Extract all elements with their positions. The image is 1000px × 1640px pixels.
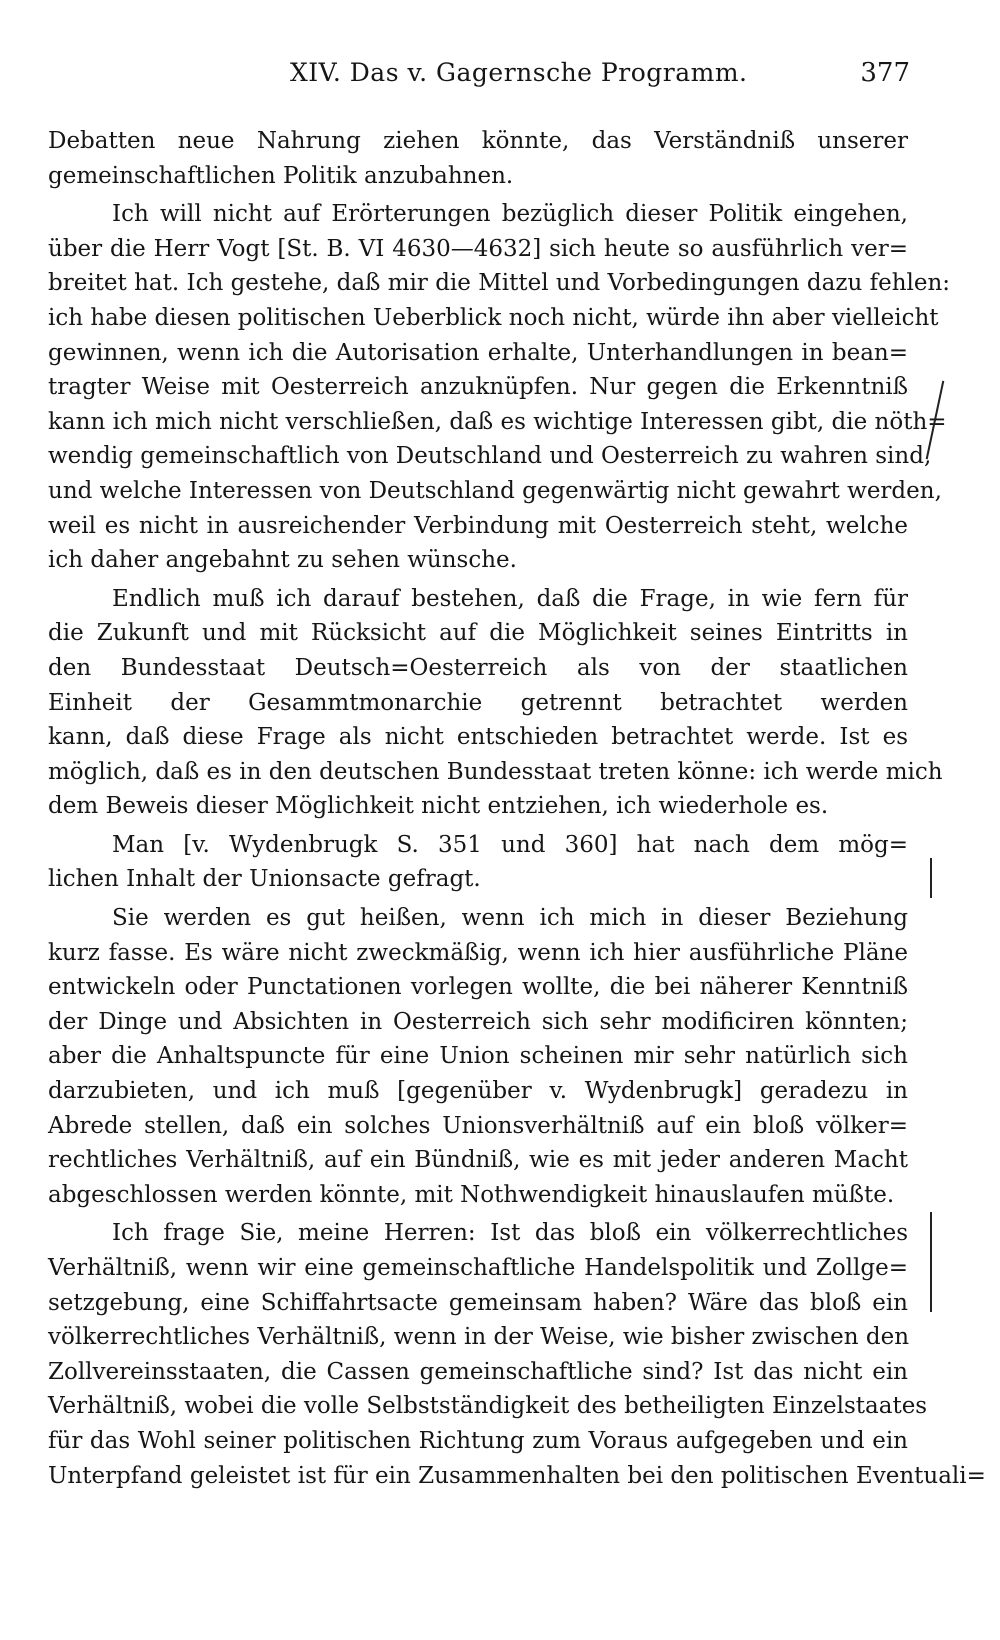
text-line: Man [v. Wydenbrugk S. 351 und 360] hat nach dem mög= [112,831,908,858]
page-number: 377 [860,58,910,88]
text-line: für das Wohl seiner politischen Richtung zum Voraus aufgegeben und ein [48,1427,908,1454]
text-line: dem Beweis dieser Möglichkeit nicht entziehen, ich wiederhole es. [48,793,829,820]
text-line: und welche Interessen von Deutschland gegenwärtig nicht gewahrt werden, [48,477,942,504]
paragraph [48,582,943,824]
margin-mark [930,858,932,898]
paragraph [48,124,908,193]
text-line: weil es nicht in ausreichender Verbindung mit Oesterreich steht, welche [48,512,908,539]
text-line: über die Herr Vogt [St. B. VI 4630—4632] sich heute so ausführlich ver= [48,235,908,262]
text-line: lichen Inhalt der Unionsacte gefragt. [48,866,481,893]
text-line: die Zukunft und mit Rücksicht auf die Möglichkeit seines Eintritts in [48,620,908,647]
text-line: gewinnen, wenn ich die Autorisation erhalte, Unterhandlungen in bean= [48,339,908,366]
text-line: Ich will nicht auf Erörterungen bezüglich dieser Politik eingehen, [112,201,908,228]
text-line: Zollvereinsstaaten, die Cassen gemeinschaftliche sind? Ist das nicht ein [48,1358,908,1385]
text-line: entwickeln oder Punctationen vorlegen wollte, die bei näherer Kenntniß [48,974,908,1001]
text-line: ich habe diesen politischen Ueberblick noch nicht, würde ihn aber vielleicht [48,304,939,331]
text-line: Abrede stellen, daß ein solches Unionsverhältniß auf ein bloß völker= [48,1112,908,1139]
text-line: aber die Anhaltspuncte für eine Union scheinen mir sehr natürlich sich [48,1043,908,1070]
text-line: gemeinschaftlichen Politik anzubahnen. [48,162,514,189]
text-line: Sie werden es gut heißen, wenn ich mich in dieser Beziehung [112,905,908,932]
text-line: ich daher angebahnt zu sehen wünsche. [48,547,517,574]
text-line: kann ich mich nicht verschließen, daß es wichtige Interessen gibt, die nöth= [48,408,947,435]
page-header [0,58,1000,94]
text-line: Ich frage Sie, meine Herren: Ist das bloß ein völkerrechtliches [112,1220,908,1247]
margin-mark [930,1212,932,1312]
text-line: rechtliches Verhältniß, auf ein Bündniß, wie es mit jeder anderen Macht [48,1147,908,1174]
text-line: Einheit der Gesammtmonarchie getrennt betrachtet werden [48,689,908,716]
paragraph [48,1216,986,1493]
text-line: Debatten neue Nahrung ziehen könnte, das Verständniß unserer [48,128,908,154]
text-line: tragter Weise mit Oesterreich anzuknüpfen. Nur gegen die Erkenntniß [48,374,908,401]
text-line: breitet hat. Ich gestehe, daß mir die Mittel und Vorbedingungen dazu fehlen: [48,270,951,297]
text-line: wendig gemeinschaftlich von Deutschland und Oesterreich zu wahren sind, [48,443,932,470]
text-line: Verhältniß, wobei die volle Selbstständigkeit des betheiligten Einzelstaates [48,1393,928,1420]
text-line: setzgebung, eine Schiffahrtsacte gemeinsam haben? Wäre das bloß ein [48,1289,908,1316]
paragraph [48,197,951,578]
text-line: Verhältniß, wenn wir eine gemeinschaftliche Handelspolitik und Zollge= [48,1255,908,1281]
text-line: kurz fasse. Es wäre nicht zweckmäßig, wenn ich hier ausführliche Pläne [48,939,908,966]
text-line: Unterpfand geleistet ist für ein Zusammenhalten bei den politischen Eventuali= [48,1462,986,1489]
page-body [48,124,986,1493]
text-line: der Dinge und Absichten in Oesterreich sich sehr modificiren könnten; [48,1008,908,1035]
text-line: völkerrechtliches Verhältniß, wenn in der Weise, wie bisher zwischen den [48,1324,910,1351]
running-head: XIV. Das v. Gagernsche Programm. [290,58,748,87]
text-line: kann, daß diese Frage als nicht entschieden betrachtet werde. Ist es [48,724,908,751]
paragraph [48,901,908,1212]
text-line: den Bundesstaat Deutsch=Oesterreich als von der staatlichen [48,654,908,681]
text-line: darzubieten, und ich muß [gegenüber v. Wydenbrugk] geradezu in [48,1078,908,1105]
text-line: möglich, daß es in den deutschen Bundesstaat treten könne: ich werde mich [48,758,943,785]
paragraph [48,828,908,897]
text-line: abgeschlossen werden könnte, mit Nothwendigkeit hinauslaufen müßte. [48,1181,895,1208]
text-line: Endlich muß ich darauf bestehen, daß die Frage, in wie fern für [112,585,908,612]
